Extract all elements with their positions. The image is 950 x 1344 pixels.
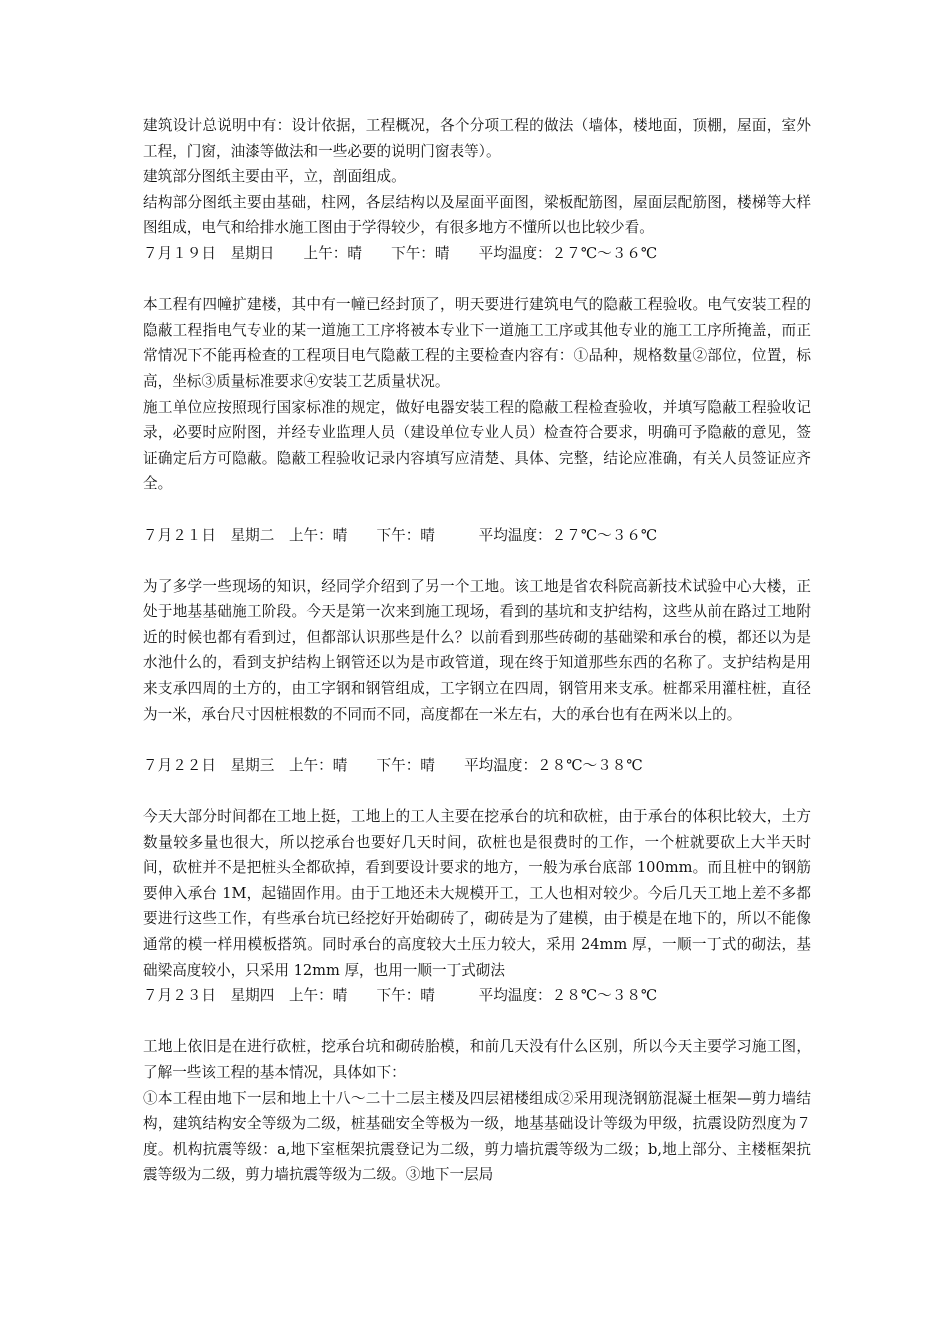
paragraph-new-site: 为了多学一些现场的知识，经同学介绍到了另一个工地。该工地是省农科院高新技术试验中心大楼，正处于地基基础施工阶段。今天是第一次来到施工现场，看到的基坑和支护结构，这些从前在路过工地附近的时候也都有看到过，但都部认识那些是什么？以前看到那些砖砌的基础梁和承台的模，都还以为是水池什么的，看到支护结构上钢管还以为是市政管道，现在终于知道那些东西的名称了。支护结构是用来支承四周的土方的，由工字钢和钢管组成，工字钢立在四周，钢管用来支承。桩都采用灌柱桩，直径为一米，承台尺寸因桩根数的不同而不同，高度都在一米左右，大的承台也有在两米以上的。 [143,577,811,723]
paragraph-design-notes: 建筑设计总说明中有：设计依据，工程概况，各个分项工程的做法（墙体，楼地面，顶棚，屋面，室外工程，门窗，油漆等做法和一些必要的说明门窗表等）。 [143,117,811,160]
paragraph-study-drawings: 工地上依旧是在进行砍桩，挖承台坑和砌砖胎模，和前几天没有什么区别，所以今天主要学习施工图，了解一些该工程的基本情况，具体如下： [143,1038,811,1081]
paragraph-pile-cutting: 今天大部分时间都在工地上挺，工地上的工人主要在挖承台的坑和砍桩，由于承台的体积比较大，土方数量较多量也很大，所以挖承台也要好几天时间，砍桩也是很费时的工作，一个桩就要砍上大半天时间，砍桩并不是把桩头全都砍掉，看到要设计要求的地方，一般为承台底部 100mm。而且桩中的钢筋要伸入承台 1M，起锚固作用。由于工地还未大规模开工，工人也相对较少。今后几天工地上差不多都要进行这些工作，有些承台坑已经挖好开始砌砖了，砌砖是为了建模，由于模是在地下的，所以不能像通常的模一样用模板搭筑。同时承台的高度较大土压力较大，采用 24mm 厚，一顺一丁式的砌法，基础梁高度较小，只采用 12mm 厚，也用一顺一丁式砌法 [143,808,811,979]
document-page [143,113,811,1188]
diary-date-0722: ７月２２日 星期三 上午：晴 下午：晴 平均温度：２８℃～３８℃ [143,756,643,774]
diary-date-0721: ７月２１日 星期二 上午：晴 下午：晴 平均温度：２７℃～３６℃ [143,526,658,544]
paragraph-project-overview: ①本工程由地下一层和地上十八～二十二层主楼及四层裙楼组成②采用现浇钢筋混凝土框架—剪力墙结构，建筑结构安全等级为二级，桩基础安全等极为一级，地基基础设计等级为甲级，抗震设防烈度为７度。机构抗震等级：a,地下室框架抗震登记为二级，剪力墙抗震等级为二级；b,地上部分、主楼框架抗震等级为二级，剪力墙抗震等级为二级。③地下一层局 [143,1089,811,1184]
paragraph-hidden-works: 本工程有四幢扩建楼，其中有一幢已经封顶了，明天要进行建筑电气的隐蔽工程验收。电气安装工程的隐蔽工程指电气专业的某一道施工工序将被本专业下一道施工工序或其他专业的施工工序所掩盖，而正常情况下不能再检查的工程项目电气隐蔽工程的主要检查内容有：①品种，规格数量②部位，位置，标高，坐标③质量标准要求④安装工艺质量状况。 [143,296,811,390]
blank-line [143,497,811,523]
blank-line [143,548,811,574]
paragraph-architecture-drawings: 建筑部分图纸主要由平，立，剖面组成。 [143,168,406,186]
paragraph-structure-drawings: 结构部分图纸主要由基础，柱网，各层结构以及屋面平面图，梁板配筋图，屋面层配筋图，楼梯等大样图组成，电气和给排水施工图由于学得较少，有很多地方不懂所以也比较少看。 [143,193,811,237]
blank-line [143,778,811,804]
blank-line [143,727,811,753]
diary-date-0719: ７月１９日 星期日 上午：晴 下午：晴 平均温度：２７℃～３６℃ [143,244,658,262]
blank-line [143,267,811,293]
diary-date-0723: ７月２３日 星期四 上午：晴 下午：晴 平均温度：２８℃～３８℃ [143,987,658,1005]
blank-line [143,1009,811,1035]
paragraph-inspection-rules: 施工单位应按照现行国家标准的规定，做好电器安装工程的隐蔽工程检查验收，并填写隐蔽工程验收记录，必要时应附图，并经专业监理人员（建设单位专业人员）检查符合要求，明确可予隐蔽的意见，签证确定后方可隐蔽。隐蔽工程验收记录内容填写应清楚、具体、完整，结论应准确，有关人员签证应齐全。 [143,398,811,493]
